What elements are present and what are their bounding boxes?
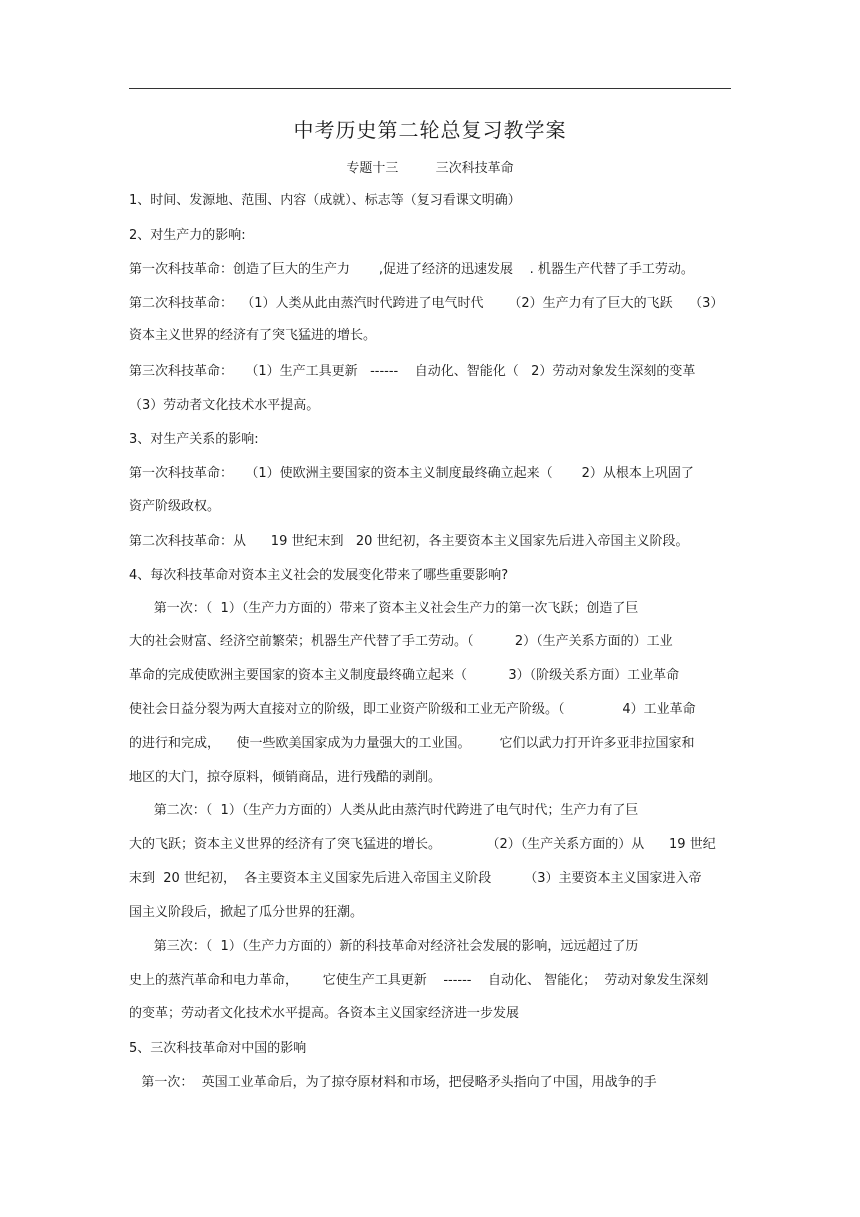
text-line: 资产阶级政权。: [129, 499, 221, 514]
text-line: 第二次科技革命：从 19 世纪末到 20 世纪初，各主要资本主义国家先后进入帝国主义阶段。: [129, 534, 689, 549]
page-title: 中考历史第二轮总复习教学案: [293, 118, 567, 142]
text-line: 1、时间、发源地、范围、内容（成就）、标志等（复习看课文明确）: [129, 193, 521, 208]
text-line: 5、三次科技革命对中国的影响: [129, 1041, 307, 1056]
header-rule: [129, 88, 731, 89]
text-line: 使社会日益分裂为两大直接对立的阶级，即工业资产阶级和工业无产阶级。（ 4）工业革命: [129, 702, 696, 717]
text-line: 第二次科技革命： （1）人类从此由蒸汽时代跨进了电气时代 （2）生产力有了巨大的飞跃 （3）: [129, 296, 724, 311]
page-subtitle: 专题十三 三次科技革命: [346, 161, 514, 176]
text-line: 的进行和完成， 使一些欧美国家成为力量强大的工业国。 它们以武力打开许多亚非拉国家和: [129, 736, 695, 751]
text-line: 地区的大门，掠夺原料，倾销商品，进行残酷的剥削。: [129, 770, 442, 785]
text-line: 2、对生产力的影响:: [129, 228, 246, 243]
text-line: 3、对生产关系的影响:: [129, 432, 259, 447]
text-line: 大的社会财富、经济空前繁荣；机器生产代替了手工劳动。（ 2）（生产关系方面的）工业: [129, 634, 673, 649]
text-line: 的变革；劳动者文化技术水平提高。各资本主义国家经济进一步发展: [129, 1006, 520, 1021]
text-line: 史上的蒸汽革命和电力革命， 它使生产工具更新 ------ 自动化、 智能化； 劳动对象发生深刻: [129, 973, 709, 988]
text-line: 4、每次科技革命对资本主义社会的发展变化带来了哪些重要影响?: [129, 568, 509, 583]
text-line: 资本主义世界的经济有了突飞猛进的增长。: [129, 328, 377, 343]
text-line: 国主义阶段后，掀起了瓜分世界的狂潮。: [129, 905, 364, 920]
text-line: 大的飞跃；资本主义世界的经济有了突飞猛进的增长。 （2）（生产关系方面的）从 19 世纪: [129, 837, 716, 852]
text-line: 第三次：（ 1）（生产力方面的）新的科技革命对经济社会发展的影响，远远超过了历: [129, 939, 639, 954]
text-line: 革命的完成使欧洲主要国家的资本主义制度最终确立起来（ 3）（阶级关系方面）工业革命: [129, 668, 680, 683]
text-line: 末到 20 世纪初， 各主要资本主义国家先后进入帝国主义阶段 （3）主要资本主义国家进入帝: [129, 871, 702, 886]
text-line: 第一次： 英国工业革命后，为了掠夺原材料和市场，把侵略矛头指向了中国，用战争的手: [129, 1075, 657, 1090]
text-line: 第三次科技革命： （1）生产工具更新 ------ 自动化、智能化（ 2）劳动对象发生深刻的变革: [129, 364, 696, 379]
text-line: 第一次科技革命：创造了巨大的生产力 ,促进了经济的迅速发展 . 机器生产代替了手工劳动。: [129, 262, 694, 277]
text-line: 第一次：（ 1）（生产力方面的）带来了资本主义社会生产力的第一次飞跃；创造了巨: [129, 601, 639, 616]
text-line: （3）劳动者文化技术水平提高。: [129, 398, 320, 413]
text-line: 第一次科技革命： （1）使欧洲主要国家的资本主义制度最终确立起来（ 2）从根本上巩固了: [129, 466, 694, 481]
text-line: 第二次：（ 1）（生产力方面的）人类从此由蒸汽时代跨进了电气时代；生产力有了巨: [129, 803, 639, 818]
